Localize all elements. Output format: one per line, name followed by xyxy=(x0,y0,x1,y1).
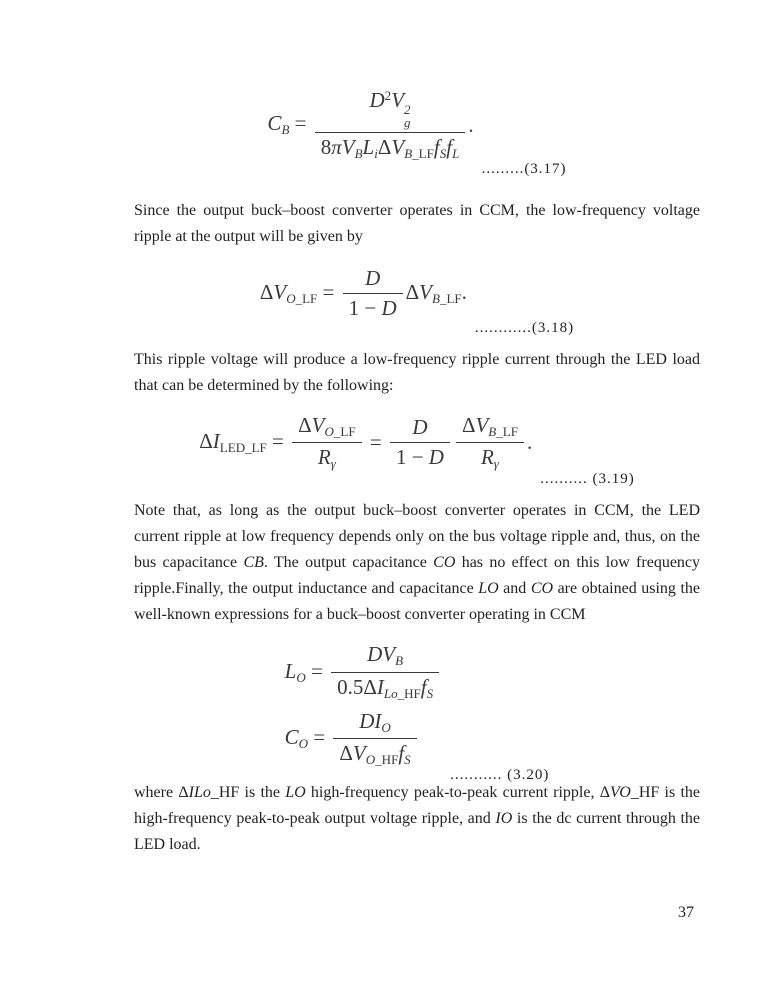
eq-3-20-co-fraction xyxy=(333,709,416,768)
eq-3-19-fraction-3-denominator: Rγ xyxy=(456,442,524,472)
eq-3-19-fraction-1-denominator: Rγ xyxy=(292,442,361,472)
eq-3-20-lo-denominator: 0.5ΔILo_HFfS xyxy=(331,672,439,702)
page-content xyxy=(134,0,700,858)
eq-3-18-label: ............(3.18) xyxy=(474,320,575,337)
eq-3-17-denominator: 8πVBLiΔVB_LFfSfL xyxy=(315,132,466,162)
eq-3-19-lhs: ΔILED_LF = xyxy=(199,429,290,456)
equation-3-17 xyxy=(134,88,700,178)
paragraph-note-ccm: Note that, as long as the output buck–boost converter operates in CCM, the LED current ripple at low frequency depends only on the bus voltage ripple and, thus, on the bus capacitance CB. The output capacitance CO has no effect on this low frequency ripple.Finally, the output inductance and capacitance LO and CO are obtained using the well-known expressions for a buck–boost converter operating in CCM xyxy=(134,502,701,624)
eq-3-20-lo-fraction xyxy=(331,642,439,701)
eq-3-20-co-numerator: DIO xyxy=(359,708,391,735)
eq-3-19-fraction-2-numerator: D xyxy=(412,415,428,440)
eq-3-19-equals: = xyxy=(364,430,387,455)
eq-3-19-fraction-2 xyxy=(390,415,450,470)
eq-3-18-denominator: 1 − D xyxy=(343,293,403,321)
eq-3-19-fraction-1 xyxy=(292,413,361,472)
eq-3-19-period: . xyxy=(526,430,533,455)
eq-3-17-lhs: CB = xyxy=(267,111,312,138)
paragraph-where-definitions: where ΔILo_HF is the LO high-frequency peak-to-peak current ripple, ΔVO_HF is the high-frequency peak-to-peak output voltage ripple, and IO is the dc current through the LED load. xyxy=(134,784,700,854)
equation-3-20 xyxy=(134,642,700,784)
eq-3-19-fraction-3-numerator: ΔVB_LF xyxy=(461,413,518,440)
eq-3-17-numerator: $D^2V$ 2 g xyxy=(369,88,411,131)
eq-3-19-fraction-1-numerator: ΔVO_LF xyxy=(298,413,356,440)
eq-3-18-numerator: D xyxy=(365,266,381,291)
paragraph-ccm-intro: Since the output buck–boost converter operates in CCM, the low-frequency voltage ripple at the output will be given by xyxy=(134,202,700,246)
eq-3-18-fraction xyxy=(343,266,403,321)
eq-3-17-label: .........(3.17) xyxy=(481,161,567,178)
equation-3-19 xyxy=(134,413,700,488)
paragraph-ripple-voltage: This ripple voltage will produce a low-frequency ripple current through the LED load that can be determined by the following: xyxy=(134,351,700,395)
eq-3-20-co-lhs: CO = xyxy=(284,724,331,751)
eq-3-20-stack xyxy=(285,642,442,768)
eq-3-19-label: .......... (3.19) xyxy=(540,471,635,488)
eq-3-20-line-co xyxy=(285,709,420,768)
eq-3-18-rhs: ΔVB_LF. xyxy=(405,280,467,307)
eq-3-20-line-lo xyxy=(285,642,442,701)
eq-3-19-fraction-3 xyxy=(456,413,524,472)
eq-3-17-period: . xyxy=(468,112,474,137)
page-number: 37 xyxy=(678,904,694,921)
eq-3-20-co-denominator: ΔVO_HFfS xyxy=(333,738,416,768)
eq-3-20-label: ........... (3.20) xyxy=(450,767,550,784)
eq-3-19-fraction-2-denominator: 1 − D xyxy=(390,442,450,470)
eq-3-18-lhs: ΔVO_LF = xyxy=(259,280,340,307)
equation-3-18 xyxy=(134,266,700,337)
eq-3-20-lo-numerator: DVB xyxy=(367,642,404,669)
eq-3-17-fraction xyxy=(315,88,466,162)
eq-3-20-lo-lhs: LO = xyxy=(284,658,329,685)
